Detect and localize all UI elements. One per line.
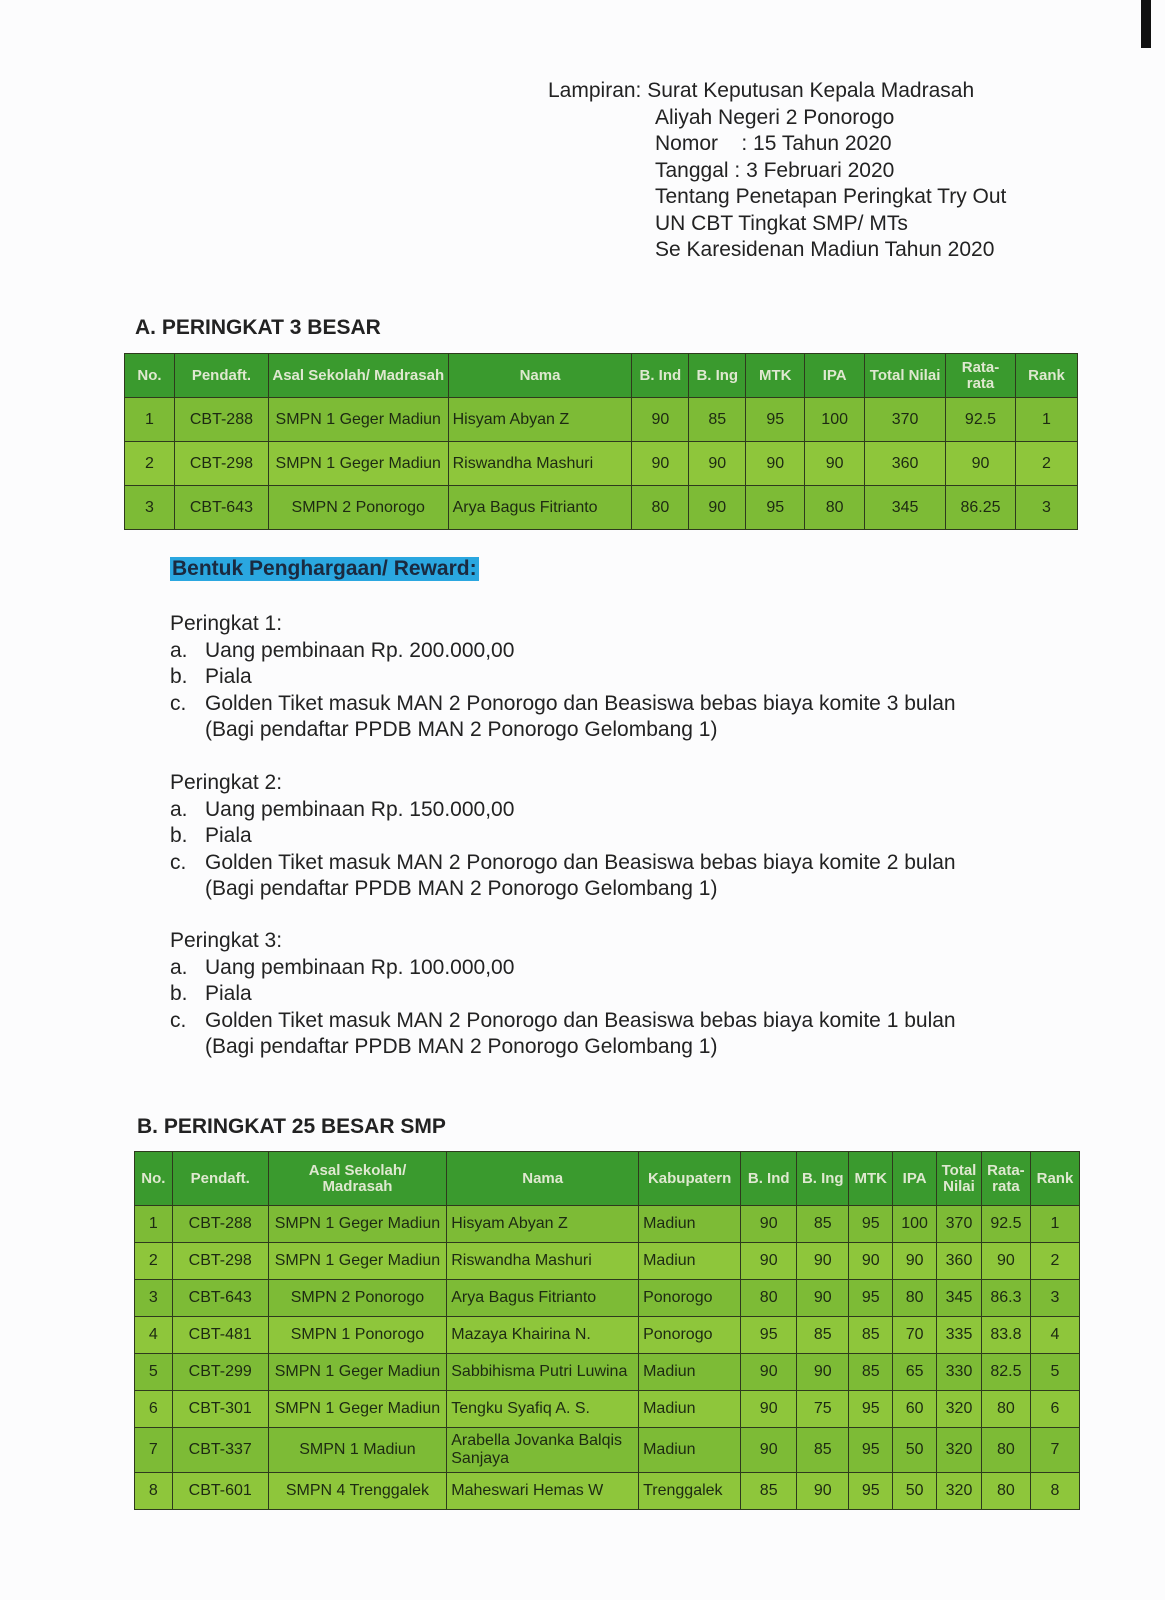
table-cell: 90 [741,1428,797,1473]
table-cell: 345 [865,486,946,530]
header-line-4: Tanggal : 3 Februari 2020 [655,158,895,182]
table-cell: SMPN 4 Trenggalek [268,1473,447,1510]
table-cell: SMPN 1 Madiun [268,1428,447,1473]
reward-rank-3 [170,928,956,1061]
table-cell: 95 [849,1428,893,1473]
table-cell: 80 [632,486,689,530]
table-cell: Arya Bagus Fitrianto [447,1280,639,1317]
table-cell: 65 [893,1354,937,1391]
table-cell: 80 [741,1280,797,1317]
table-cell: 320 [937,1473,982,1510]
col-header: Asal Sekolah/ Madrasah [268,1152,447,1206]
item-note: (Bagi pendaftar PPDB MAN 2 Ponorogo Gelombang 1) [205,877,718,900]
table-cell: 90 [741,1391,797,1428]
table-cell: 92.5 [946,398,1016,442]
attachment-header [548,78,1006,264]
table-cell: 320 [937,1428,982,1473]
table-cell: 90 [797,1243,849,1280]
item-text: Golden Tiket masuk MAN 2 Ponorogo dan Beasiswa bebas biaya komite 1 bulan [205,1008,956,1032]
table-cell: Maheswari Hemas W [447,1473,639,1510]
table-cell: SMPN 1 Geger Madiun [268,442,448,486]
col-header: Rank [1015,354,1077,398]
table-cell: 1 [135,1206,173,1243]
col-header: B. Ind [741,1152,797,1206]
table-cell: 85 [797,1206,849,1243]
table-cell: 90 [797,1354,849,1391]
col-header: No. [135,1152,173,1206]
col-header: IPA [805,354,865,398]
table-cell: Sabbihisma Putri Luwina [447,1354,639,1391]
table-cell: 95 [746,486,805,530]
table-row [135,1243,1080,1280]
table-cell: CBT-301 [172,1391,268,1428]
table-cell: CBT-299 [172,1354,268,1391]
table-cell: 90 [746,442,805,486]
scan-edge-mark [1141,0,1151,48]
section-b-title: B. PERINGKAT 25 BESAR SMP [137,1115,446,1138]
item-text: Golden Tiket masuk MAN 2 Ponorogo dan Beasiswa bebas biaya komite 2 bulan [205,850,956,874]
table-cell: Mazaya Khairina N. [447,1317,639,1354]
table-cell: CBT-288 [174,398,268,442]
table-cell: CBT-643 [172,1280,268,1317]
table-cell: Madiun [639,1428,741,1473]
table-cell: 1 [125,398,175,442]
table-cell: 90 [797,1280,849,1317]
reward-rank-1 [170,611,956,744]
table-cell: 50 [893,1428,937,1473]
table-cell: 3 [135,1280,173,1317]
col-header: No. [125,354,175,398]
item-note: (Bagi pendaftar PPDB MAN 2 Ponorogo Gelombang 1) [205,1035,718,1058]
list-item [170,691,956,718]
header-line-3: Nomor : 15 Tahun 2020 [655,132,892,155]
table-cell: 345 [937,1280,982,1317]
table-cell: 82.5 [981,1354,1030,1391]
col-header: Total Nilai [937,1152,982,1206]
item-text: Piala [205,665,252,688]
table-cell: 7 [1030,1428,1079,1473]
header-line-1 [548,78,1006,105]
table-cell: 360 [865,442,946,486]
table-cell: 90 [632,442,689,486]
header-line-6: UN CBT Tingkat SMP/ MTs [655,211,908,235]
table-cell: Madiun [639,1206,741,1243]
table-cell: 2 [1015,442,1077,486]
table-cell: SMPN 1 Geger Madiun [268,1243,447,1280]
table-cell: 95 [849,1206,893,1243]
table-cell: 8 [135,1473,173,1510]
table-cell: Hisyam Abyan Z [448,398,632,442]
table-cell: 85 [849,1354,893,1391]
col-header: Kabupatern [639,1152,741,1206]
section-a-title: A. PERINGKAT 3 BESAR [135,316,381,339]
col-header: Nama [447,1152,639,1206]
col-header: IPA [893,1152,937,1206]
item-text: Piala [205,982,252,1005]
table-cell: Tengku Syafiq A. S. [447,1391,639,1428]
list-item-note [170,876,956,903]
col-header: B. Ind [632,354,689,398]
rank-label: Peringkat 3: [170,929,283,952]
table-cell: 95 [741,1317,797,1354]
top3-table [124,353,1078,530]
table-cell: 4 [135,1317,173,1354]
table-cell: 4 [1030,1317,1079,1354]
table-cell: 1 [1015,398,1077,442]
table-cell: Ponorogo [639,1317,741,1354]
table-cell: 92.5 [981,1206,1030,1243]
table-cell: CBT-481 [172,1317,268,1354]
table-cell: 370 [865,398,946,442]
table-cell: 90 [741,1243,797,1280]
item-marker: b. [170,824,188,847]
col-header: B. Ing [797,1152,849,1206]
table-cell: 3 [1030,1280,1079,1317]
item-marker: c. [170,1008,187,1032]
header-text: Surat Keputusan Kepala Madrasah [647,79,975,102]
table-cell: Riswandha Mashuri [447,1243,639,1280]
item-note: (Bagi pendaftar PPDB MAN 2 Ponorogo Gelombang 1) [205,718,718,741]
table-cell: 50 [893,1473,937,1510]
reward-title: Bentuk Penghargaan/ Reward: [172,557,477,580]
table-cell: 85 [689,398,746,442]
table-row [125,486,1078,530]
rank-label: Peringkat 1: [170,612,283,635]
item-marker: c. [170,850,187,874]
table-cell: Ponorogo [639,1280,741,1317]
table-cell: 85 [797,1428,849,1473]
table-cell: 90 [893,1243,937,1280]
table-cell: 335 [937,1317,982,1354]
top25-table [134,1151,1080,1510]
table-cell: 90 [741,1354,797,1391]
table-cell: 90 [805,442,865,486]
table-cell: 360 [937,1243,982,1280]
col-header: MTK [746,354,805,398]
table-cell: 320 [937,1391,982,1428]
col-header: Rata-rata [981,1152,1030,1206]
table-cell: 80 [805,486,865,530]
item-marker: b. [170,982,188,1005]
table-cell: CBT-643 [174,486,268,530]
item-marker: a. [170,638,188,662]
table-cell: 2 [1030,1243,1079,1280]
table-cell: 90 [849,1243,893,1280]
table-cell: 86.25 [946,486,1016,530]
table-cell: 90 [689,486,746,530]
table-cell: Madiun [639,1354,741,1391]
table-cell: 90 [689,442,746,486]
table-cell: 80 [981,1391,1030,1428]
item-text: Piala [205,824,252,847]
list-item [170,955,956,982]
table-cell: 6 [135,1391,173,1428]
table-cell: SMPN 1 Ponorogo [268,1317,447,1354]
table-cell: CBT-337 [172,1428,268,1473]
list-item [170,664,956,691]
table-cell: 370 [937,1206,982,1243]
table-cell: 80 [981,1428,1030,1473]
table-cell: 90 [632,398,689,442]
table-cell: 7 [135,1428,173,1473]
table-cell: 95 [849,1391,893,1428]
table-cell: 2 [135,1243,173,1280]
item-marker: a. [170,955,188,979]
table-row [135,1206,1080,1243]
item-text: Uang pembinaan Rp. 100.000,00 [205,955,515,979]
table-cell: 95 [746,398,805,442]
table-cell: SMPN 1 Geger Madiun [268,1354,447,1391]
table-cell: 85 [797,1317,849,1354]
table-cell: 6 [1030,1391,1079,1428]
table-cell: 95 [849,1280,893,1317]
table-cell: 60 [893,1391,937,1428]
table-cell: 3 [125,486,175,530]
table-cell: 5 [1030,1354,1079,1391]
table-cell: SMPN 1 Geger Madiun [268,1391,447,1428]
item-text: Uang pembinaan Rp. 200.000,00 [205,638,515,662]
table-cell: Hisyam Abyan Z [447,1206,639,1243]
table-cell: CBT-298 [172,1243,268,1280]
table-cell: SMPN 1 Geger Madiun [268,1206,447,1243]
table-cell: 90 [946,442,1016,486]
table-header-row [135,1152,1080,1206]
table-cell: Madiun [639,1243,741,1280]
col-header: Rank [1030,1152,1079,1206]
table-cell: Trenggalek [639,1473,741,1510]
table-row [135,1280,1080,1317]
table-cell: 100 [893,1206,937,1243]
col-header: B. Ing [689,354,746,398]
list-item [170,638,956,665]
table-cell: 2 [125,442,175,486]
table-cell: 5 [135,1354,173,1391]
table-row [125,398,1078,442]
table-cell: SMPN 1 Geger Madiun [268,398,448,442]
table-cell: 80 [893,1280,937,1317]
table-cell: 90 [741,1206,797,1243]
header-line-2: Aliyah Negeri 2 Ponorogo [655,105,895,129]
table-row [135,1428,1080,1473]
col-header: Pendaft. [174,354,268,398]
item-text: Golden Tiket masuk MAN 2 Ponorogo dan Beasiswa bebas biaya komite 3 bulan [205,691,956,715]
table-cell: 75 [797,1391,849,1428]
table-cell: 90 [797,1473,849,1510]
table-row [135,1391,1080,1428]
col-header: Total Nilai [865,354,946,398]
table-cell: 1 [1030,1206,1079,1243]
header-line-5: Tentang Penetapan Peringkat Try Out [655,185,1007,208]
item-marker: a. [170,797,188,821]
table-cell: 8 [1030,1473,1079,1510]
table-cell: 100 [805,398,865,442]
table-cell: 95 [849,1473,893,1510]
table-header-row [125,354,1078,398]
table-cell: Madiun [639,1391,741,1428]
list-item [170,850,956,877]
item-marker: c. [170,691,187,715]
table-cell: CBT-288 [172,1206,268,1243]
list-item [170,823,956,850]
table-cell: 83.8 [981,1317,1030,1354]
header-line-7: Se Karesidenan Madiun Tahun 2020 [655,238,995,261]
table-cell: 330 [937,1354,982,1391]
item-text: Uang pembinaan Rp. 150.000,00 [205,797,515,821]
table-cell: CBT-601 [172,1473,268,1510]
rank-label: Peringkat 2: [170,771,283,794]
list-item-note [170,717,956,744]
header-prefix: Lampiran: [548,79,642,102]
table-cell: 85 [849,1317,893,1354]
table-cell: 90 [981,1243,1030,1280]
col-header: MTK [849,1152,893,1206]
list-item [170,981,956,1008]
table-cell: 80 [981,1473,1030,1510]
col-header: Pendaft. [172,1152,268,1206]
col-header: Asal Sekolah/ Madrasah [268,354,448,398]
col-header: Nama [448,354,632,398]
table-cell: SMPN 2 Ponorogo [268,1280,447,1317]
table-cell: 86.3 [981,1280,1030,1317]
list-item-note [170,1034,956,1061]
table-cell: 70 [893,1317,937,1354]
table-cell: CBT-298 [174,442,268,486]
table-cell: 3 [1015,486,1077,530]
reward-rank-2 [170,770,956,903]
table-cell: SMPN 2 Ponorogo [268,486,448,530]
table-row [135,1317,1080,1354]
table-cell: Riswandha Mashuri [448,442,632,486]
table-row [125,442,1078,486]
table-row [135,1473,1080,1510]
table-cell: Arya Bagus Fitrianto [448,486,632,530]
list-item [170,797,956,824]
col-header: Rata-rata [946,354,1016,398]
item-marker: b. [170,665,188,688]
list-item [170,1008,956,1035]
table-cell: 85 [741,1473,797,1510]
table-row [135,1354,1080,1391]
table-cell: Arabella Jovanka Balqis Sanjaya [447,1428,639,1473]
